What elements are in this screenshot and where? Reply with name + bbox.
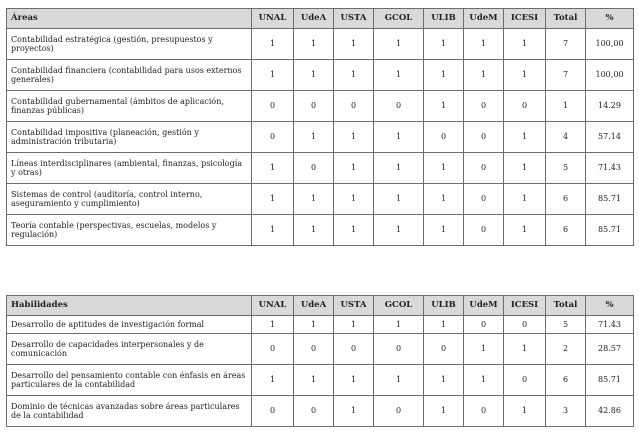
cell-value: 0 bbox=[252, 122, 294, 153]
cell-value: 1 bbox=[334, 29, 374, 60]
areas-header-total: Total bbox=[546, 9, 586, 29]
cell-value: 1 bbox=[504, 334, 546, 365]
cell-value: 0 bbox=[464, 122, 504, 153]
cell-value: 1 bbox=[546, 91, 586, 122]
cell-value: 6 bbox=[546, 215, 586, 246]
cell-value: 100,00 bbox=[586, 29, 634, 60]
cell-value: 1 bbox=[374, 365, 424, 396]
cell-value: 1 bbox=[252, 60, 294, 91]
cell-value: 5 bbox=[546, 316, 586, 334]
cell-value: 4 bbox=[546, 122, 586, 153]
row-label: Contabilidad impositiva (planeación, gestión y administración tributaria) bbox=[7, 122, 252, 153]
cell-value: 0 bbox=[374, 396, 424, 427]
cell-value: 2 bbox=[546, 334, 586, 365]
cell-value: 1 bbox=[424, 215, 464, 246]
habilidades-header-gcol: GCOL bbox=[374, 296, 424, 316]
row-label: Desarrollo del pensamiento contable con énfasis en áreas particulares de la contabilidad bbox=[7, 365, 252, 396]
cell-value: 1 bbox=[252, 29, 294, 60]
cell-value: 0 bbox=[464, 396, 504, 427]
cell-value: 1 bbox=[504, 153, 546, 184]
cell-value: 0 bbox=[504, 91, 546, 122]
cell-value: 1 bbox=[334, 365, 374, 396]
cell-value: 100,00 bbox=[586, 60, 634, 91]
table-row bbox=[7, 365, 634, 396]
cell-value: 1 bbox=[334, 153, 374, 184]
cell-value: 1 bbox=[374, 316, 424, 334]
cell-value: 42.86 bbox=[586, 396, 634, 427]
cell-value: 1 bbox=[504, 396, 546, 427]
cell-value: 1 bbox=[504, 215, 546, 246]
cell-value: 1 bbox=[424, 153, 464, 184]
areas-header-ulib: ULIB bbox=[424, 9, 464, 29]
habilidades-header-usta: USTA bbox=[334, 296, 374, 316]
table-row bbox=[7, 153, 634, 184]
cell-value: 1 bbox=[252, 184, 294, 215]
areas-header-row bbox=[7, 9, 634, 29]
row-label: Contabilidad gubernamental (ámbitos de aplicación, finanzas públicas) bbox=[7, 91, 252, 122]
habilidades-header-label: Habilidades bbox=[7, 296, 252, 316]
cell-value: 1 bbox=[334, 60, 374, 91]
cell-value: 0 bbox=[334, 334, 374, 365]
cell-value: 1 bbox=[294, 215, 334, 246]
cell-value: 85.71 bbox=[586, 365, 634, 396]
cell-value: 1 bbox=[334, 184, 374, 215]
cell-value: 28.57 bbox=[586, 334, 634, 365]
table-row bbox=[7, 184, 634, 215]
cell-value: 0 bbox=[504, 365, 546, 396]
habilidades-body bbox=[7, 316, 634, 427]
cell-value: 0 bbox=[334, 91, 374, 122]
areas-header-label: Áreas bbox=[7, 9, 252, 29]
habilidades-header-ulib: ULIB bbox=[424, 296, 464, 316]
cell-value: 1 bbox=[374, 215, 424, 246]
cell-value: 1 bbox=[504, 122, 546, 153]
cell-value: 1 bbox=[252, 316, 294, 334]
cell-value: 1 bbox=[374, 153, 424, 184]
cell-value: 1 bbox=[334, 215, 374, 246]
cell-value: 7 bbox=[546, 60, 586, 91]
cell-value: 3 bbox=[546, 396, 586, 427]
habilidades-header-unal: UNAL bbox=[252, 296, 294, 316]
table-row bbox=[7, 334, 634, 365]
cell-value: 1 bbox=[464, 334, 504, 365]
habilidades-header-row bbox=[7, 296, 634, 316]
cell-value: 1 bbox=[374, 60, 424, 91]
cell-value: 0 bbox=[294, 153, 334, 184]
cell-value: 0 bbox=[464, 91, 504, 122]
areas-table bbox=[6, 8, 634, 246]
row-label: Líneas interdisciplinares (ambiental, finanzas, psicología y otras) bbox=[7, 153, 252, 184]
cell-value: 0 bbox=[464, 153, 504, 184]
cell-value: 1 bbox=[252, 153, 294, 184]
cell-value: 0 bbox=[424, 334, 464, 365]
row-label: Desarrollo de aptitudes de investigación formal bbox=[7, 316, 252, 334]
cell-value: 1 bbox=[252, 215, 294, 246]
areas-body bbox=[7, 29, 634, 246]
cell-value: 1 bbox=[504, 29, 546, 60]
row-label: Desarrollo de capacidades interpersonales y de comunicación bbox=[7, 334, 252, 365]
areas-header-percent: % bbox=[586, 9, 634, 29]
cell-value: 0 bbox=[294, 334, 334, 365]
cell-value: 1 bbox=[464, 29, 504, 60]
cell-value: 1 bbox=[464, 365, 504, 396]
cell-value: 6 bbox=[546, 365, 586, 396]
table-row bbox=[7, 396, 634, 427]
cell-value: 85.71 bbox=[586, 184, 634, 215]
habilidades-header-percent: % bbox=[586, 296, 634, 316]
cell-value: 1 bbox=[504, 60, 546, 91]
row-label: Sistemas de control (auditoría, control interno, aseguramiento y cumplimiento) bbox=[7, 184, 252, 215]
cell-value: 0 bbox=[464, 215, 504, 246]
areas-header-icesi: ICESI bbox=[504, 9, 546, 29]
cell-value: 1 bbox=[334, 316, 374, 334]
habilidades-header-total: Total bbox=[546, 296, 586, 316]
cell-value: 71.43 bbox=[586, 153, 634, 184]
table-row bbox=[7, 29, 634, 60]
cell-value: 1 bbox=[294, 29, 334, 60]
table-row bbox=[7, 215, 634, 246]
cell-value: 1 bbox=[334, 396, 374, 427]
cropped-footnote-line bbox=[6, 438, 633, 448]
cell-value: 1 bbox=[424, 184, 464, 215]
areas-header-udea: UdeA bbox=[294, 9, 334, 29]
cell-value: 1 bbox=[424, 91, 464, 122]
cell-value: 1 bbox=[424, 29, 464, 60]
cell-value: 1 bbox=[504, 184, 546, 215]
cell-value: 0 bbox=[374, 91, 424, 122]
areas-header-udem: UdeM bbox=[464, 9, 504, 29]
cell-value: 71.43 bbox=[586, 316, 634, 334]
cell-value: 1 bbox=[294, 365, 334, 396]
areas-header-usta: USTA bbox=[334, 9, 374, 29]
table-row bbox=[7, 91, 634, 122]
areas-header-gcol: GCOL bbox=[374, 9, 424, 29]
cell-value: 6 bbox=[546, 184, 586, 215]
cell-value: 0 bbox=[374, 334, 424, 365]
cell-value: 1 bbox=[294, 60, 334, 91]
habilidades-header-udem: UdeM bbox=[464, 296, 504, 316]
cell-value: 1 bbox=[294, 122, 334, 153]
cell-value: 57.14 bbox=[586, 122, 634, 153]
areas-header-unal: UNAL bbox=[252, 9, 294, 29]
table-row bbox=[7, 60, 634, 91]
row-label: Dominio de técnicas avanzadas sobre áreas particulares de la contabilidad bbox=[7, 396, 252, 427]
habilidades-header-udea: UdeA bbox=[294, 296, 334, 316]
cell-value: 1 bbox=[374, 122, 424, 153]
cell-value: 5 bbox=[546, 153, 586, 184]
cell-value: 0 bbox=[504, 316, 546, 334]
row-label: Teoría contable (perspectivas, escuelas, modelos y regulación) bbox=[7, 215, 252, 246]
cell-value: 14.29 bbox=[586, 91, 634, 122]
cell-value: 85.71 bbox=[586, 215, 634, 246]
cell-value: 0 bbox=[252, 396, 294, 427]
cell-value: 0 bbox=[424, 122, 464, 153]
cell-value: 0 bbox=[252, 334, 294, 365]
cell-value: 1 bbox=[374, 29, 424, 60]
row-label: Contabilidad estratégica (gestión, presupuestos y proyectos) bbox=[7, 29, 252, 60]
cell-value: 1 bbox=[424, 60, 464, 91]
table-row bbox=[7, 122, 634, 153]
cell-value: 0 bbox=[464, 184, 504, 215]
cell-value: 1 bbox=[294, 184, 334, 215]
cell-value: 1 bbox=[252, 365, 294, 396]
cell-value: 1 bbox=[294, 316, 334, 334]
cell-value: 1 bbox=[464, 60, 504, 91]
cell-value: 0 bbox=[252, 91, 294, 122]
cell-value: 7 bbox=[546, 29, 586, 60]
row-label: Contabilidad financiera (contabilidad para usos externos generales) bbox=[7, 60, 252, 91]
table-row bbox=[7, 316, 634, 334]
cell-value: 1 bbox=[424, 365, 464, 396]
cell-value: 1 bbox=[424, 316, 464, 334]
cell-value: 0 bbox=[294, 91, 334, 122]
habilidades-header-icesi: ICESI bbox=[504, 296, 546, 316]
cell-value: 0 bbox=[464, 316, 504, 334]
habilidades-table bbox=[6, 295, 634, 427]
cell-value: 1 bbox=[374, 184, 424, 215]
cell-value: 0 bbox=[294, 396, 334, 427]
cell-value: 1 bbox=[334, 122, 374, 153]
cell-value: 1 bbox=[424, 396, 464, 427]
